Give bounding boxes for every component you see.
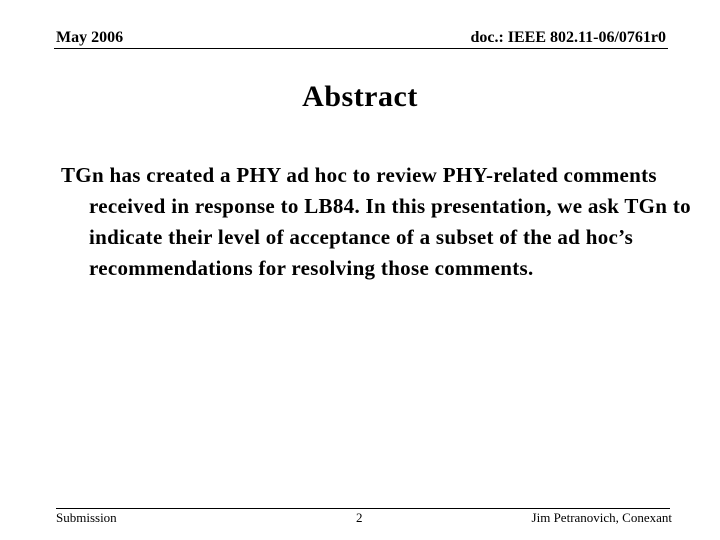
header-divider: [54, 48, 668, 49]
footer-divider: [56, 508, 670, 509]
footer-page-number: 2: [356, 510, 363, 525]
header-doc-id: doc.: IEEE 802.11-06/0761r0: [470, 29, 666, 46]
header-date: May 2006: [56, 29, 124, 46]
slide-title: Abstract: [302, 80, 418, 113]
slide-body-text: TGn has created a PHY ad hoc to review PHY-related comments received in response to LB84. In this presentation, we ask TGn to indicate their level of acceptance of a subset of the ad hoc’s recommendations for resolving those comments.: [61, 163, 691, 280]
footer-author: Jim Petranovich, Conexant: [531, 510, 672, 525]
footer-submission: Submission: [56, 510, 117, 525]
